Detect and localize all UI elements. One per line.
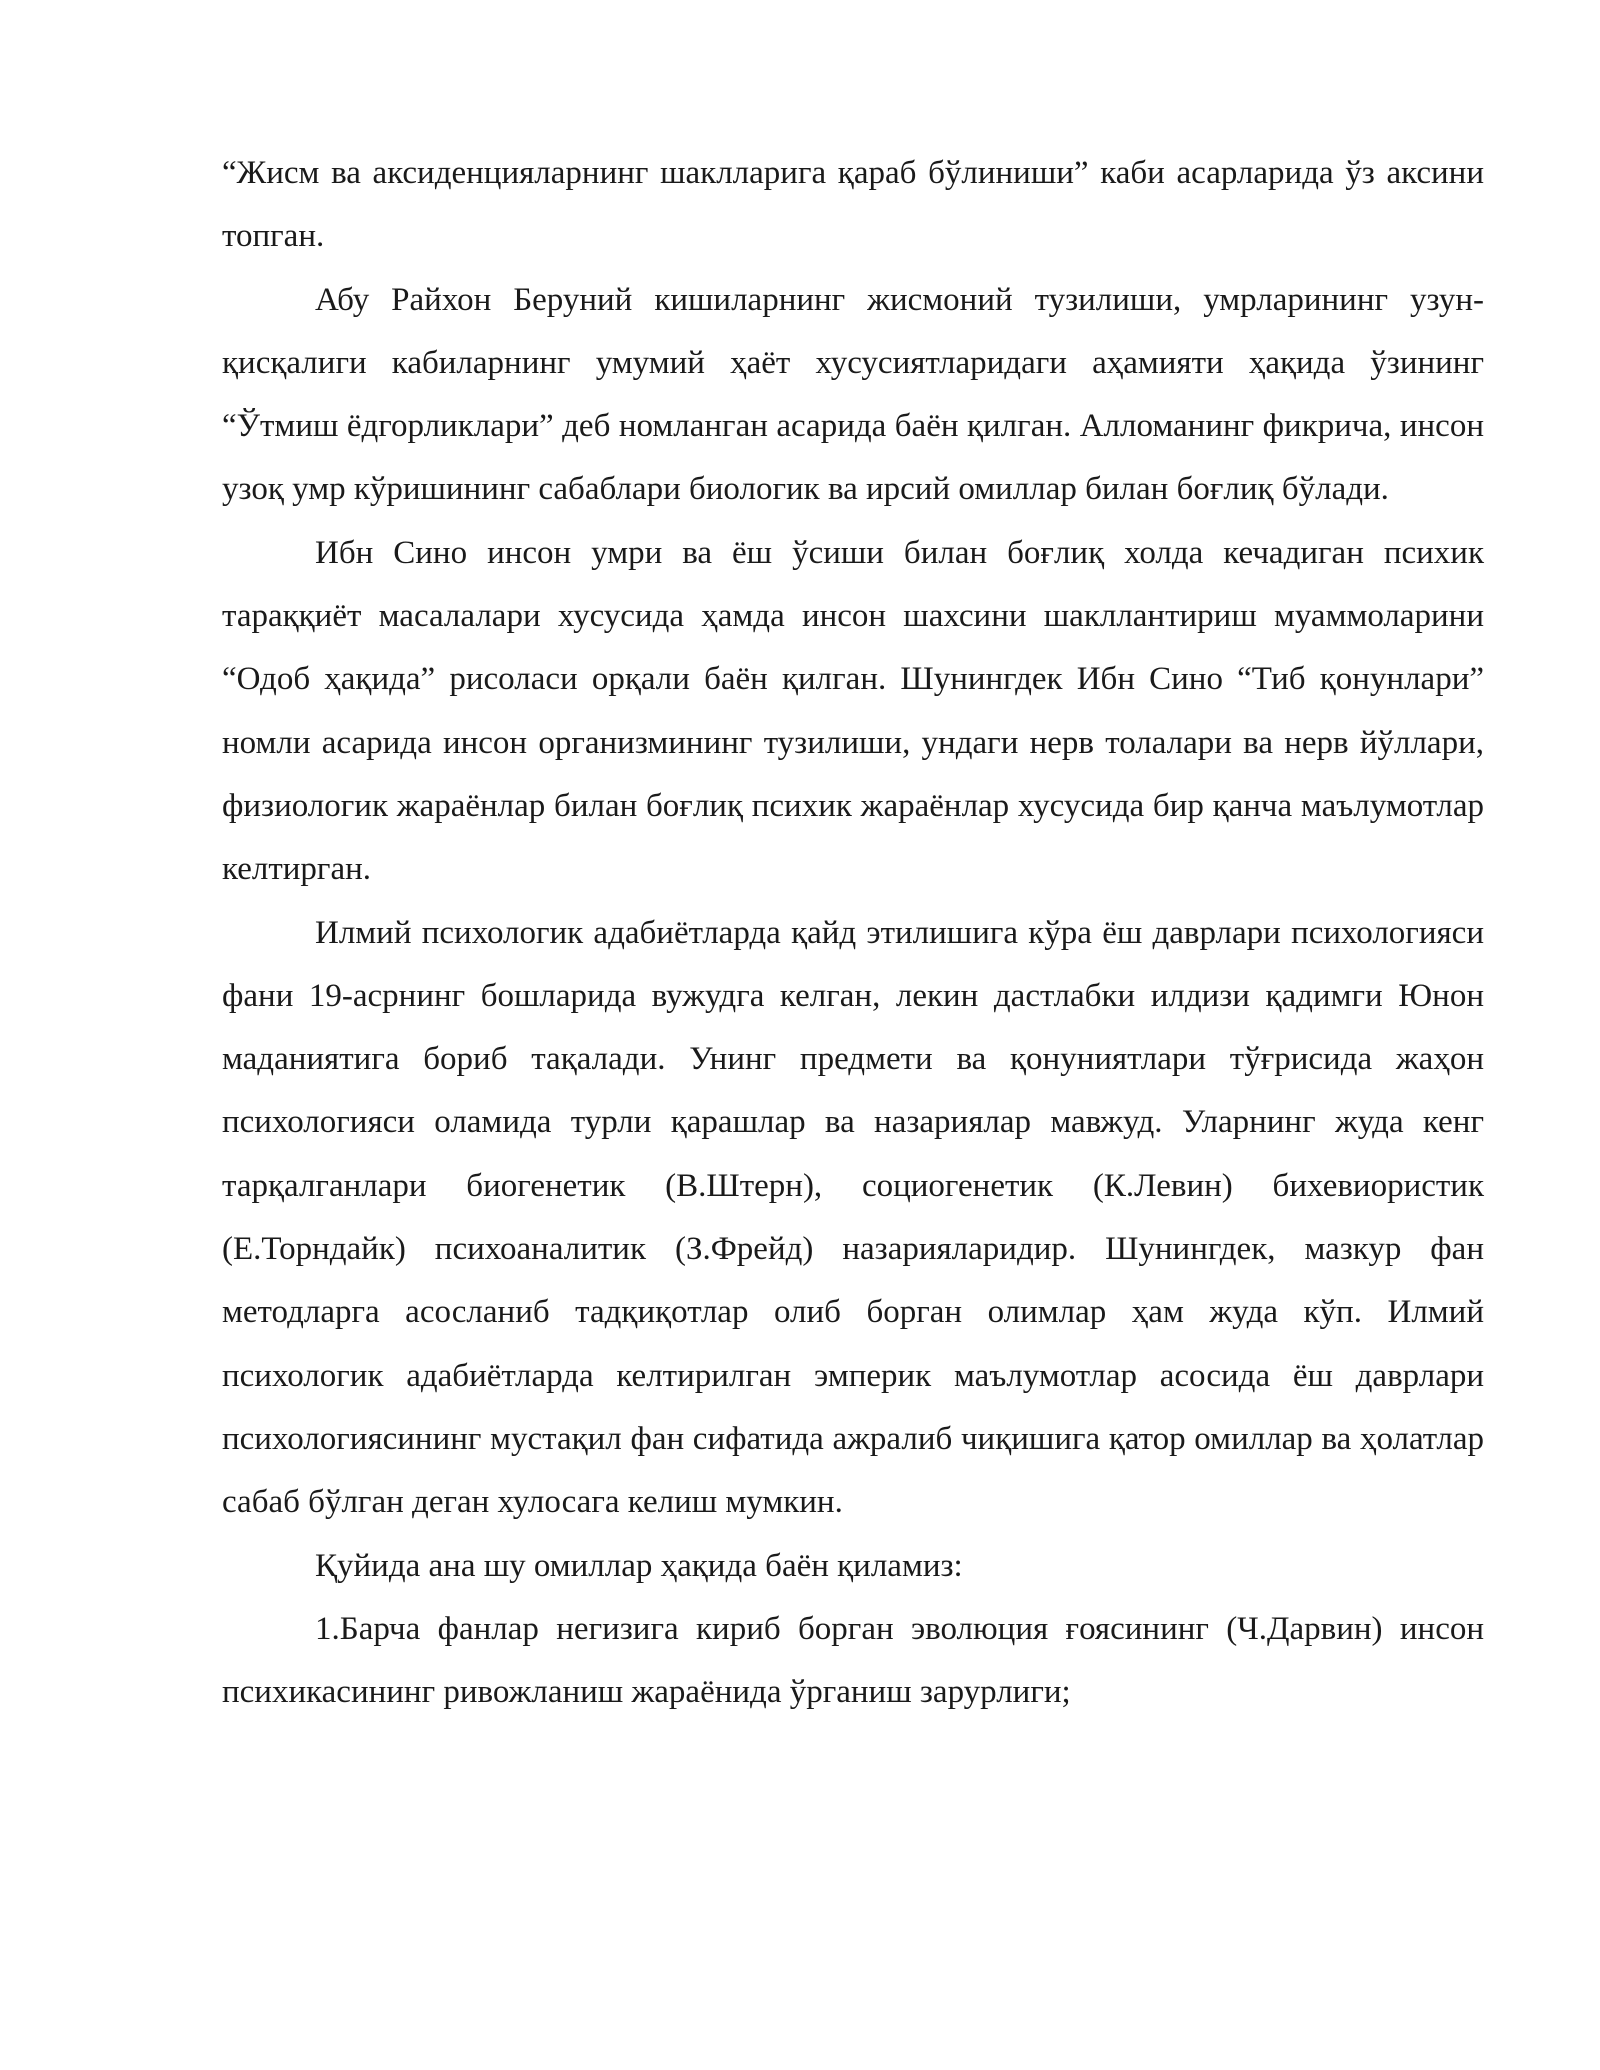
paragraph-ibn-sino: Ибн Сино инсон умри ва ёш ўсиши билан боғлиқ холда кечадиган психик тараққиёт масалалари хусусида ҳамда инсон шахсини шакллантириш муаммоларини “Одоб ҳақида” рисоласи орқали баён қилган. Шунингдек Ибн Сино “Тиб қонунлари” номли асарида инсон организмининг тузилиши, ундаги нерв толалари ва нерв йўллари, физиологик жараёнлар билан боғлиқ психик жараёнлар хусусида бир қанча маълумотлар келтирган. [222, 534, 1484, 888]
body-text [222, 142, 1484, 1724]
paragraph-beruniy: Абу Райхон Беруний кишиларнинг жисмоний тузилиши, умрларининг узун-қисқалиги кабиларнинг умумий ҳаёт хусусиятларидаги аҳамияти ҳақида ўзининг “Ўтмиш ёдгорликлари” деб номланган асарида баён қилган. Алломанинг фикрича, инсон узоқ умр кўришининг сабаблари биологик ва ирсий омиллар билан боғлиқ бўлади. [222, 281, 1484, 508]
list-item-1: 1.Барча фанлар негизига кириб борган эволюция ғоясининг (Ч.Дарвин) инсон психикасининг ривожланиш жараёнида ўрганиш зарурлиги; [222, 1610, 1484, 1711]
paragraph-continuation: “Жисм ва аксиденцияларнинг шаклларига қараб бўлиниши” каби асарларида ўз аксини топган. [222, 155, 1484, 255]
paragraph-age-psychology: Илмий психологик адабиётларда қайд этилишига кўра ёш даврлари психологияси фани 19-асрнинг бошларида вужудга келган, лекин дастлабки илдизи қадимги Юнон маданиятига бориб тақалади. Унинг предмети ва қонуниятлари тўғрисида жаҳон психологияси оламида турли қарашлар ва назариялар мавжуд. Уларнинг жуда кенг тарқалганлари биогенетик (В.Штерн), социогенетик (К.Левин) бихевиористик (Е.Торндайк) психоаналитик (З.Фрейд) назарияларидир. Шунингдек, мазкур фан методларга асосланиб тадқиқотлар олиб борган олимлар ҳам жуда кўп. Илмий психологик адабиётларда келтирилган эмперик маълумотлар асосида ёш даврлари психологиясининг мустақил фан сифатида ажралиб чиқишига қатор омиллар ва ҳолатлар сабаб бўлган деган хулосага келиш мумкин. [222, 914, 1484, 1521]
paragraph-factors-intro: Қуйида ана шу омиллар ҳақида баён қиламиз: [315, 1547, 963, 1584]
